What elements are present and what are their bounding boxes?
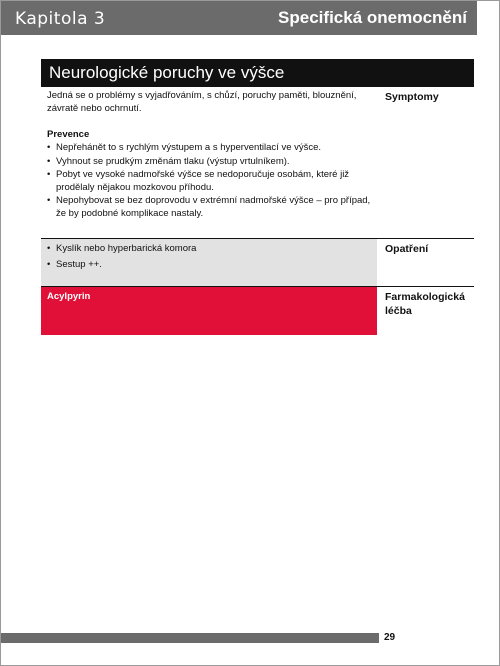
drug-name: Acylpyrin <box>47 291 91 302</box>
symptoms-content <box>41 87 377 238</box>
symptoms-label: Symptomy <box>385 91 439 103</box>
prevention-item: • Vyhnout se prudkým změnám tlaku (výstup vrtulníkem). <box>47 156 373 169</box>
measures-label: Opatření <box>385 243 429 255</box>
symptoms-row <box>41 87 474 238</box>
section-title: Neurologické poruchy ve výšce <box>49 63 285 82</box>
prevention-list <box>47 142 373 221</box>
prevention-heading: Prevence <box>47 129 90 140</box>
pharma-label: Farmakologická léčba <box>385 291 465 317</box>
measures-list <box>47 243 373 274</box>
footer-bar <box>1 633 379 643</box>
measures-item: • Kyslík nebo hyperbarická komora <box>47 243 373 256</box>
section-title-bar <box>41 59 474 87</box>
measures-content <box>41 239 377 286</box>
prevention-item: • Nepohybovat se bez doprovodu v extrémní nadmořské výšce – pro případ, že by podobné komplikace nastaly. <box>47 195 373 220</box>
measures-item: • Sestup ++. <box>47 259 373 272</box>
symptoms-intro: Jedná se o problémy s vyjadřováním, s chůzí, poruchy paměti, blouznění, závratě nebo ochrnutí. <box>47 90 357 114</box>
page-number: 29 <box>384 632 396 643</box>
pharma-row <box>41 286 474 335</box>
pharma-content <box>41 287 377 335</box>
prevention-item: • Pobyt ve vysoké nadmořské výšce se nedoporučuje osobám, které již prodělaly nějakou mozkovou příhodu. <box>47 169 373 194</box>
chapter-header <box>1 1 477 35</box>
chapter-label: Kapitola 3 <box>15 9 106 29</box>
measures-row <box>41 238 474 286</box>
prevention-item: • Nepřehánět to s rychlým výstupem a s hyperventilací ve výšce. <box>47 142 373 155</box>
chapter-title: Specifická onemocnění <box>278 8 467 27</box>
